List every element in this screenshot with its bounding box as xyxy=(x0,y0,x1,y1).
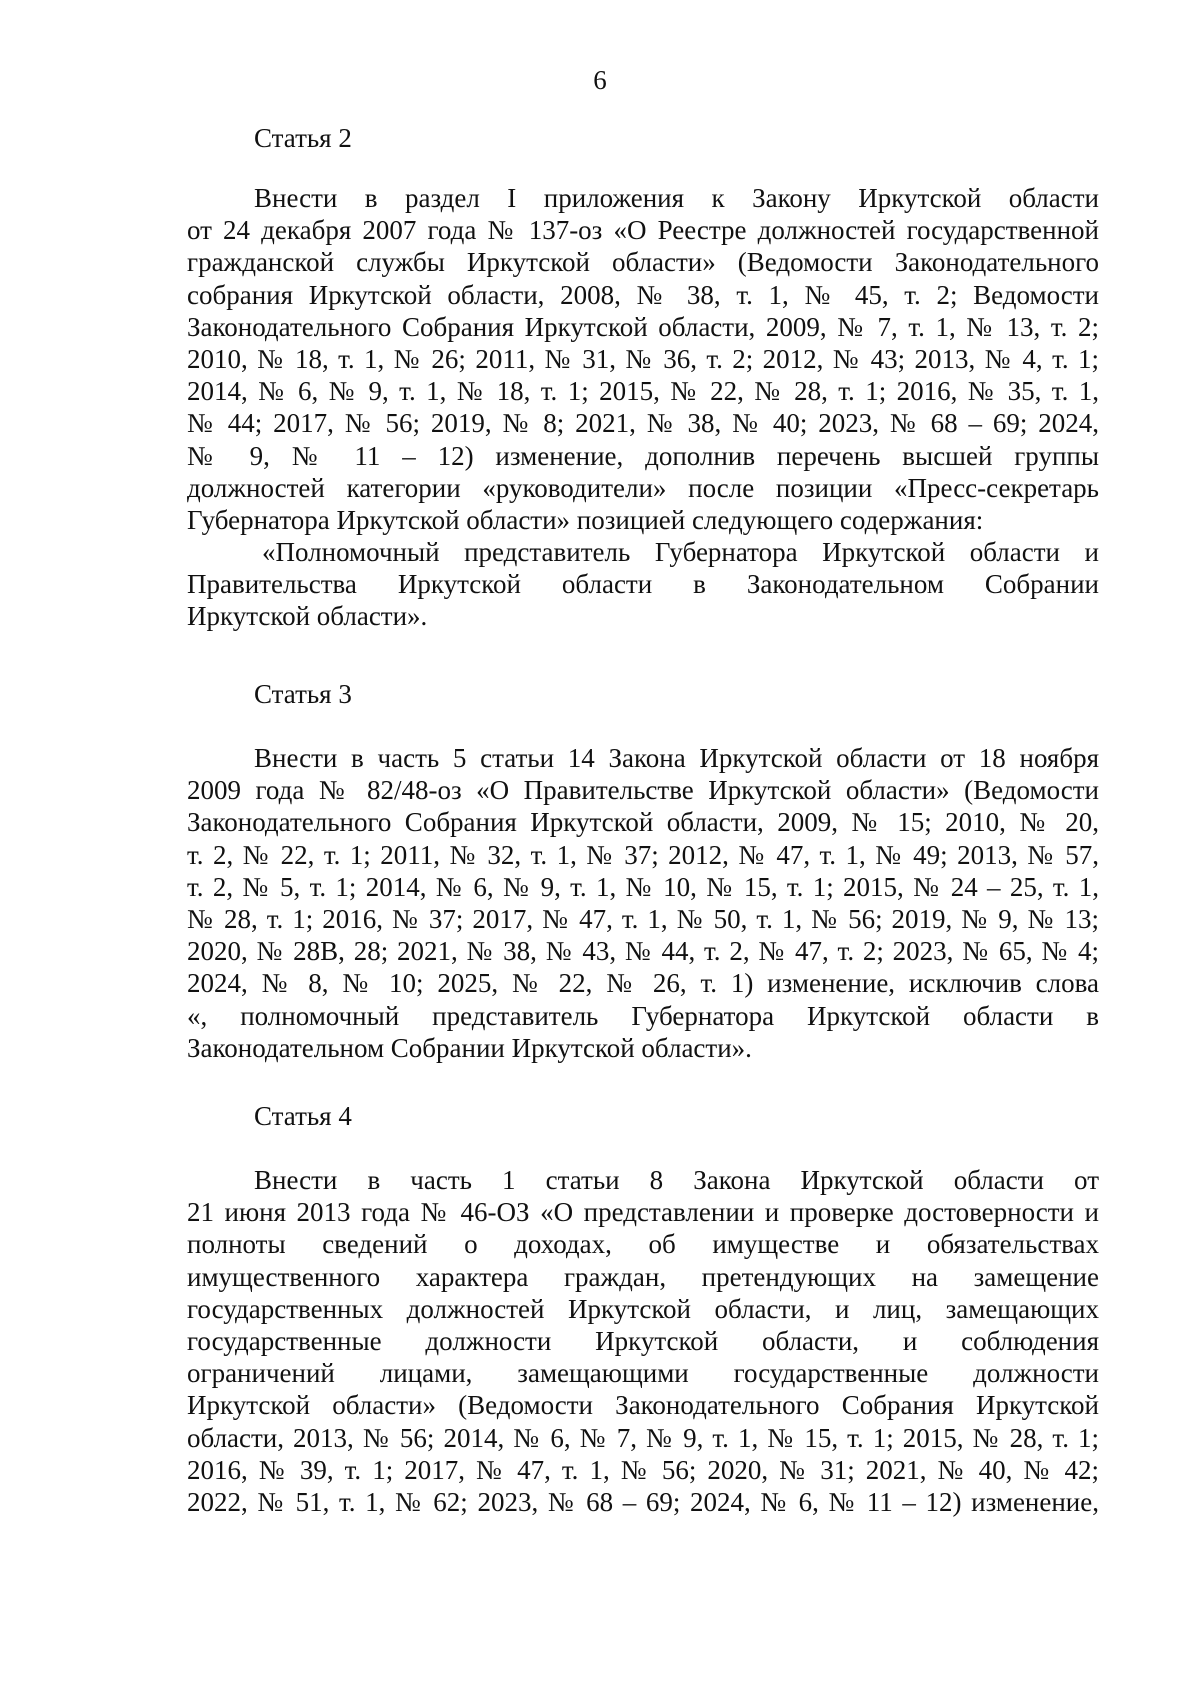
text-line: Правительства Иркутской области в Законодательном Собрании xyxy=(187,569,1099,600)
text-line: Законодательного Собрания Иркутской области, 2009, № 7, т. 1, № 13, т. 2; xyxy=(187,311,1099,342)
article-2-heading: Статья 2 xyxy=(254,123,352,153)
text-line: должностей категории «руководители» после позиции «Пресс-секретарь xyxy=(187,472,1099,503)
text-line: 2020, № 28В, 28; 2021, № 38, № 43, № 44, т. 2, № 47, т. 2; 2023, № 65, № 4; xyxy=(187,936,1099,967)
article-3-heading: Статья 3 xyxy=(254,679,352,709)
page-number: 6 xyxy=(593,65,607,95)
text-line: собрания Иркутской области, 2008, № 38, т. 1, № 45, т. 2; Ведомости xyxy=(187,279,1099,310)
text-line: 2010, № 18, т. 1, № 26; 2011, № 31, № 36, т. 2; 2012, № 43; 2013, № 4, т. 1; xyxy=(187,344,1099,375)
text-line: «, полномочный представитель Губернатора Иркутской области в xyxy=(187,1000,1099,1031)
text-line: гражданской службы Иркутской области» (Ведомости Законодательного xyxy=(187,247,1099,278)
text-line: т. 2, № 22, т. 1; 2011, № 32, т. 1, № 37; 2012, № 47, т. 1, № 49; 2013, № 57, xyxy=(187,839,1099,870)
text-line: № 28, т. 1; 2016, № 37; 2017, № 47, т. 1, № 50, т. 1, № 56; 2019, № 9, № 13; xyxy=(187,904,1099,935)
text-line: от 24 декабря 2007 года № 137-оз «О Реестре должностей государственной xyxy=(187,215,1099,246)
text-line: Губернатора Иркутской области» позицией следующего содержания: xyxy=(187,505,984,536)
text-line: государственных должностей Иркутской области, и лиц, замещающих xyxy=(187,1293,1099,1324)
text-line: 2016, № 39, т. 1; 2017, № 47, т. 1, № 56; 2020, № 31; 2021, № 40, № 42; xyxy=(187,1454,1099,1485)
text-line: № 44; 2017, № 56; 2019, № 8; 2021, № 38, № 40; 2023, № 68 – 69; 2024, xyxy=(187,408,1099,439)
text-line: Внести в раздел I приложения к Закону Иркутской области xyxy=(254,183,1099,213)
text-line: № 9, № 11 – 12) изменение, дополнив перечень высшей группы xyxy=(187,440,1099,471)
text-line: Законодательном Собрании Иркутской области». xyxy=(187,1032,752,1063)
text-line: 2009 года № 82/48-оз «О Правительстве Иркутской области» (Ведомости xyxy=(187,775,1099,806)
article-2-paragraph-2 xyxy=(187,536,1099,633)
text-line: Законодательного Собрания Иркутской области, 2009, № 15; 2010, № 20, xyxy=(187,807,1099,838)
article-2-paragraph-1 xyxy=(187,182,1099,536)
text-line: 21 июня 2013 года № 46-ОЗ «О представлении и проверке достоверности и xyxy=(187,1197,1099,1228)
article-3-paragraph-1 xyxy=(187,742,1099,1064)
text-line: полноты сведений о доходах, об имуществе и обязательствах xyxy=(187,1229,1099,1260)
text-line: Внести в часть 5 статьи 14 Закона Иркутской области от 18 ноября xyxy=(254,743,1099,773)
text-line: государственные должности Иркутской области, и соблюдения xyxy=(187,1326,1099,1357)
text-line: т. 2, № 5, т. 1; 2014, № 6, № 9, т. 1, № 10, № 15, т. 1; 2015, № 24 – 25, т. 1, xyxy=(187,871,1099,902)
text-line: «Полномочный представитель Губернатора Иркутской области и xyxy=(262,537,1099,567)
text-line: 2024, № 8, № 10; 2025, № 22, № 26, т. 1) изменение, исключив слова xyxy=(187,968,1099,999)
text-line: 2014, № 6, № 9, т. 1, № 18, т. 1; 2015, № 22, № 28, т. 1; 2016, № 35, т. 1, xyxy=(187,376,1099,407)
text-line: Иркутской области». xyxy=(187,601,428,632)
text-line: Внести в часть 1 статьи 8 Закона Иркутской области от xyxy=(254,1165,1099,1195)
text-line: Иркутской области» (Ведомости Законодательного Собрания Иркутской xyxy=(187,1390,1099,1421)
text-line: ограничений лицами, замещающими государственные должности xyxy=(187,1358,1099,1389)
text-line: имущественного характера граждан, претендующих на замещение xyxy=(187,1261,1099,1292)
text-line: 2022, № 51, т. 1, № 62; 2023, № 68 – 69; 2024, № 6, № 11 – 12) изменение, xyxy=(187,1487,1099,1518)
article-4-paragraph-1 xyxy=(187,1164,1099,1518)
article-4-heading: Статья 4 xyxy=(254,1101,352,1131)
text-line: области, 2013, № 56; 2014, № 6, № 7, № 9, т. 1, № 15, т. 1; 2015, № 28, т. 1; xyxy=(187,1422,1099,1453)
